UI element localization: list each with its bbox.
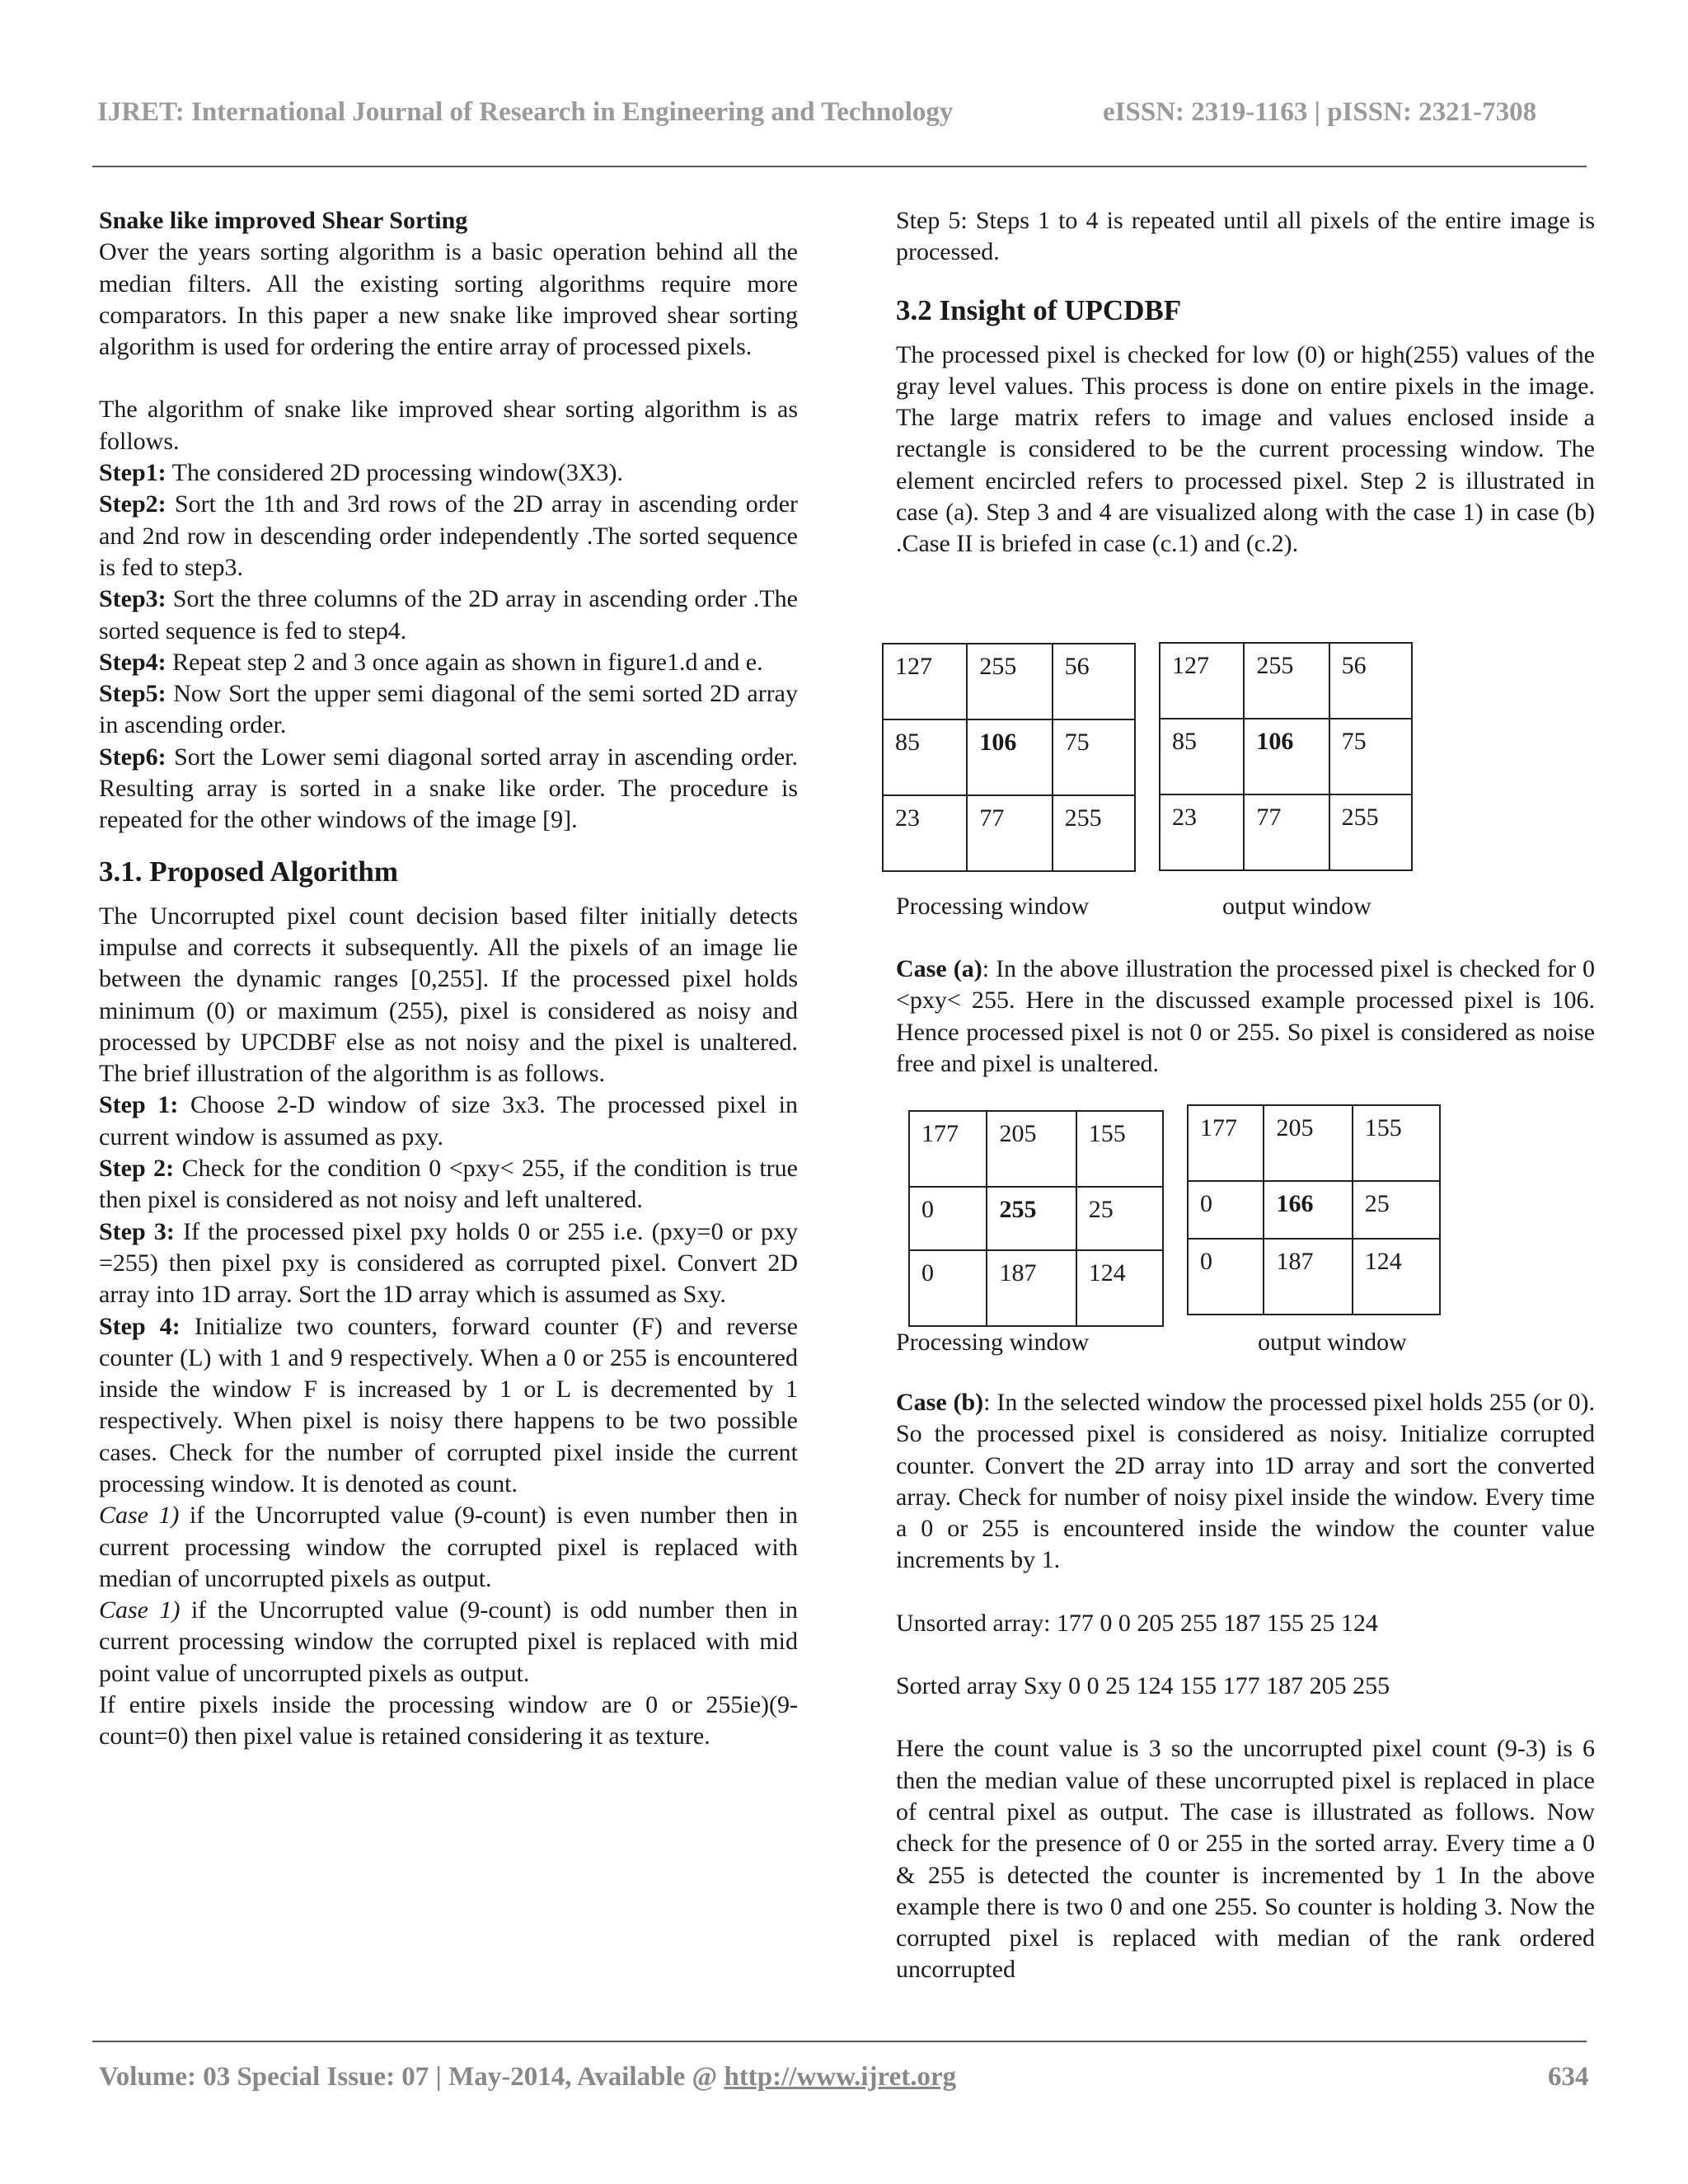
step-text: Now Sort the upper semi diagonal of the semi sorted 2D array in ascending order. [99, 680, 798, 739]
step-label: Step 2: [99, 1155, 175, 1183]
matrix-cell: 187 [1264, 1239, 1352, 1315]
section-3-1-title: 3.1. Proposed Algorithm [99, 855, 398, 888]
case-a-paragraph [896, 954, 1595, 1080]
case-b-processing-window [908, 1110, 1164, 1327]
case-b-processing-caption: Processing window [896, 1329, 1090, 1356]
matrix-cell: 85 [883, 719, 967, 795]
matrix-cell: 187 [987, 1250, 1076, 1326]
matrix-cell: 56 [1053, 644, 1135, 719]
matrix-cell: 255 [1329, 794, 1412, 870]
footer-volume-text: Volume: 03 Special Issue: 07 | May-2014, Available @ [99, 2062, 724, 2092]
case-1-odd [99, 1595, 798, 1690]
journal-title: IJRET: International Journal of Research in Engineering and Technology [97, 97, 954, 127]
step-text: Check for the condition 0 <pxy< 255, if the condition is true then pixel is considered as not noisy and left unaltered. [99, 1155, 798, 1214]
case-a-processing-caption: Processing window [896, 893, 1090, 920]
matrix-cell: 0 [909, 1187, 987, 1250]
matrix-cell: 155 [1353, 1105, 1440, 1181]
snake-step-2 [99, 489, 798, 583]
case-a-output-window [1159, 642, 1413, 871]
case-b-output-caption: output window [1258, 1329, 1407, 1356]
matrix-cell: 155 [1076, 1111, 1163, 1187]
snake-step-3 [99, 583, 798, 647]
step-text: If the processed pixel pxy holds 0 or 255 i.e. (pxy=0 or pxy =255) then pixel pxy is considered as corrupted pixel. Convert 2D array into 1D array. Sort the 1D array which is assumed as Sxy. [99, 1217, 798, 1309]
step-label: Step5: [99, 680, 166, 708]
matrix-cell: 124 [1076, 1250, 1163, 1326]
algo-step-4 [99, 1311, 798, 1501]
page-number: 634 [1548, 2062, 1589, 2092]
step-label: Step1: [99, 459, 166, 487]
case-label: Case 1) [99, 1596, 181, 1624]
matrix-cell: 177 [1188, 1105, 1264, 1181]
processed-pixel-cell: 166 [1264, 1181, 1352, 1239]
footer-rule [92, 2041, 1587, 2042]
left-column [99, 205, 798, 1753]
step-text: Choose 2-D window of size 3x3. The processed pixel in current window is assumed as pxy. [99, 1091, 799, 1151]
matrix-cell: 127 [1160, 643, 1244, 719]
case-a-processing-window [882, 643, 1136, 872]
matrix-cell: 0 [1188, 1239, 1264, 1315]
step-label: Step 1: [99, 1091, 179, 1119]
step-text: Sort the Lower semi diagonal sorted array in ascending order. Resulting array is sorted in a snake like order. The procedure is repeated for the other windows of the image [9]. [99, 743, 798, 834]
step-text: Initialize two counters, forward counter (F) and reverse counter (L) with 1 and 9 respectively. When a 0 or 255 is encountered inside the window F is increased by 1 or L is decremented by 1 respectively. When pixel is noisy there happens to be two possible cases. Check for the number of corrupted pixel inside the current processing window. It is denoted as count. [99, 1312, 799, 1497]
matrix-cell: 205 [1264, 1105, 1352, 1181]
case-b-label: Case (b) [896, 1389, 984, 1416]
footer-url-link[interactable]: http://www.ijret.org [724, 2062, 957, 2092]
footer-volume [99, 2062, 956, 2093]
case-a-output-caption: output window [1222, 893, 1372, 920]
header-rule [92, 166, 1587, 167]
matrix-cell: 77 [1244, 794, 1329, 870]
case-b-block [896, 1387, 1595, 1986]
step-label: Step 3: [99, 1217, 175, 1245]
snake-algo-intro: The algorithm of snake like improved shear sorting algorithm is as follows. [99, 396, 798, 455]
algo-step-1 [99, 1090, 798, 1153]
step-text: Repeat step 2 and 3 once again as shown in figure1.d and e. [166, 648, 763, 676]
texture-note: If entire pixels inside the processing window are 0 or 255ie)(9-count=0) then pixel value is retained considering it as texture. [99, 1691, 798, 1750]
case-text: if the Uncorrupted value (9-count) is odd number then in current processing window the corrupted pixel is replaced with mid point value of uncorrupted pixels as output. [99, 1596, 798, 1687]
step-text: Sort the 1th and 3rd rows of the 2D array in ascending order and 2nd row in descending order independently .The sorted sequence is fed to step3. [99, 490, 798, 581]
count-paragraph: Here the count value is 3 so the uncorrupted pixel count (9-3) is 6 then the median value of these uncorrupted pixel is replaced in place of central pixel as output. The case is illustrated as follows. Now check for the presence of 0 or 255 in the sorted array. Every time a 0 & 255 is detected the counter is incremented by 1 In the above example there is two 0 and one 255. So counter is holding 3. Now the corrupted pixel is replaced with median of the rank ordered uncorrupted [896, 1735, 1595, 1984]
matrix-cell: 127 [883, 644, 967, 719]
algo-step-2 [99, 1153, 798, 1216]
snake-step-4 [99, 647, 798, 678]
issn: eISSN: 2319-1163 | pISSN: 2321-7308 [1103, 97, 1537, 127]
case-a-label: Case (a) [896, 955, 982, 982]
matrix-cell: 23 [1160, 794, 1244, 870]
sorted-array: Sorted array Sxy 0 0 25 124 155 177 187 205 255 [896, 1672, 1390, 1700]
step-5-text: Step 5: Steps 1 to 4 is repeated until all pixels of the entire image is processed. [896, 207, 1595, 266]
snake-step-6 [99, 742, 798, 837]
matrix-cell: 25 [1076, 1187, 1163, 1250]
step-label: Step 4: [99, 1312, 181, 1340]
matrix-cell: 255 [967, 644, 1052, 719]
spacer [896, 1639, 1595, 1671]
snake-step-1 [99, 457, 798, 489]
section-3-1-intro: The Uncorrupted pixel count decision based filter initially detects impulse and corrects it subsequently. All the pixels of an image lie between the dynamic ranges [0,255]. If the processed pixel holds minimum (0) or maximum (255), pixel is considered as noisy and processed by UPCDBF else as not noisy and the pixel is unaltered. The brief illustration of the algorithm is as follows. [99, 902, 798, 1088]
matrix-cell: 25 [1353, 1181, 1440, 1239]
matrix-cell: 0 [909, 1250, 987, 1326]
case-b-paragraph [896, 1387, 1595, 1577]
algo-step-3 [99, 1216, 798, 1311]
spacer [896, 1577, 1595, 1608]
right-column [896, 205, 1595, 560]
matrix-cell: 75 [1329, 719, 1412, 794]
matrix-cell: 124 [1353, 1239, 1440, 1315]
matrix-cell: 77 [967, 795, 1052, 871]
snake-intro: Over the years sorting algorithm is a basic operation behind all the median filters. All the existing sorting algorithms require more comparators. In this paper a new snake like improved shear sorting algorithm is used for ordering the entire array of processed pixels. [99, 238, 798, 361]
case-a-text: : In the above illustration the processed pixel is checked for 0 <pxy< 255. Here in the discussed example processed pixel is 106. Hence processed pixel is not 0 or 255. So pixel is considered as noise free and pixel is unaltered. [896, 955, 1595, 1077]
step-label: Step4: [99, 648, 166, 676]
section-3-2-paragraph: The processed pixel is checked for low (0) or high(255) values of the gray level values. This process is done on entire pixels in the image. The large matrix refers to image and values enclosed inside a rectangle is considered to be the current processing window. The element encircled refers to processed pixel. Step 2 is illustrated in case (a). Step 3 and 4 are visualized along with the case 1) in case (b) .Case II is briefed in case (c.1) and (c.2). [896, 340, 1595, 558]
step-label: Step3: [99, 585, 166, 613]
case-a-block [896, 954, 1595, 1080]
unsorted-array: Unsorted array: 177 0 0 205 255 187 155 25 124 [896, 1609, 1378, 1637]
matrix-cell: 255 [1053, 795, 1135, 871]
case-label: Case 1) [99, 1502, 180, 1530]
matrix-cell: 56 [1329, 643, 1412, 719]
matrix-cell: 205 [987, 1111, 1076, 1187]
matrix-cell: 75 [1053, 719, 1135, 795]
snake-title: Snake like improved Shear Sorting [99, 207, 468, 234]
step-label: Step2: [99, 490, 166, 518]
processed-pixel-cell: 255 [987, 1187, 1076, 1250]
step-text: Sort the three columns of the 2D array in ascending order .The sorted sequence is fed to step4. [99, 585, 798, 644]
matrix-cell: 177 [909, 1111, 987, 1187]
section-3-2-title: 3.2 Insight of UPCDBF [896, 293, 1182, 326]
matrix-cell: 23 [883, 795, 967, 871]
matrix-cell: 0 [1188, 1181, 1264, 1239]
processed-pixel-cell: 106 [1244, 719, 1329, 794]
case-b-text: : In the selected window the processed pixel holds 255 (or 0). So the processed pixel is considered as noisy. Initialize corrupted counter. Convert the 2D array into 1D array and sort the converted array. Check for number of noisy pixel inside the window. Every time a 0 or 255 is encountered inside the window the counter value increments by 1. [896, 1389, 1595, 1574]
spacer [99, 363, 798, 394]
step-label: Step6: [99, 743, 166, 771]
snake-step-5 [99, 678, 798, 742]
matrix-cell: 85 [1160, 719, 1244, 794]
spacer [896, 1702, 1595, 1733]
case-b-output-window [1187, 1104, 1441, 1315]
step-text: The considered 2D processing window(3X3). [166, 459, 623, 487]
case-text: if the Uncorrupted value (9-count) is even number then in current processing window the corrupted pixel is replaced with median of uncorrupted pixels as output. [99, 1502, 798, 1592]
case-1-even [99, 1500, 798, 1595]
processed-pixel-cell: 106 [967, 719, 1052, 795]
matrix-cell: 255 [1244, 643, 1329, 719]
